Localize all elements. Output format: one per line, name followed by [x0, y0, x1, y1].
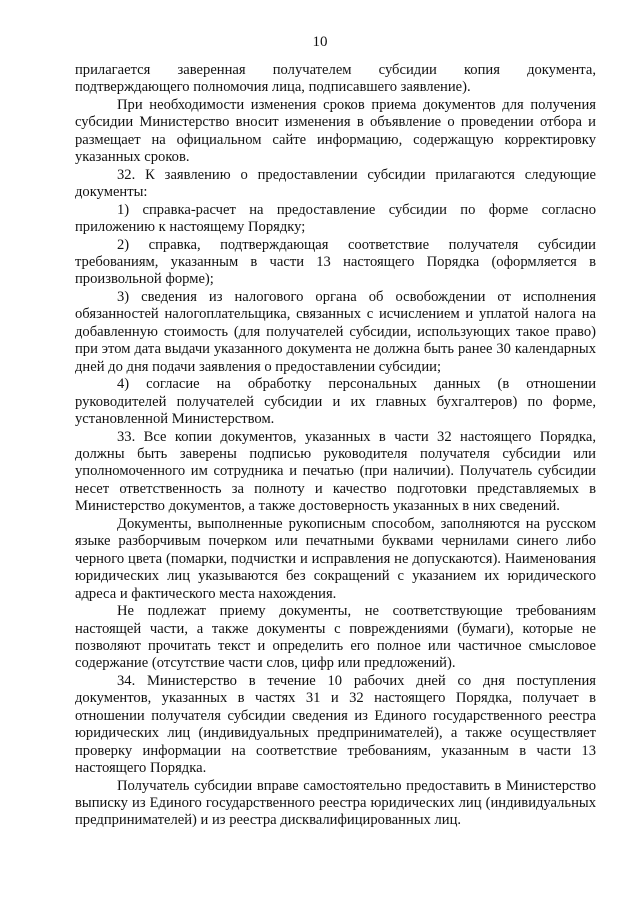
paragraph-clause-33: 33. Все копии документов, указанных в части 32 настоящего Порядка, должны быть заверены подписью руководителя получателя субсидии или уполномоченного им сотрудника и печатью (при наличии). Получатель субсидии несет ответственность за полноту и качество подготовки представляемых в Министерство документов, а также достоверность указанных в них сведений. — [75, 428, 596, 515]
page-number: 10 — [312, 34, 328, 50]
paragraph-deadline-changes: При необходимости изменения сроков приема документов для получения субсидии Министерство вносит изменения в объявление о проведении отбора и размещает на официальном сайте информацию, содержащую корректировку указанных сроков. — [75, 96, 596, 166]
paragraph-continuation: прилагается заверенная получателем субсидии копия документа, подтверждающего полномочия лица, подписавшего заявление). — [75, 62, 596, 96]
document-body — [75, 62, 596, 830]
paragraph-handwritten-docs: Документы, выполненные рукописным способом, заполняются на русском языке разборчивым почерком или печатными буквами чернилами синего либо черного цвета (помарки, подчистки и исправления не допускаются). Наименования юридических лиц указываются без сокращений с указанием их юридического адреса и фактического места нахождения. — [75, 515, 596, 602]
list-item-4: 4) согласие на обработку персональных данных (в отношении руководителей получателей субсидии и их главных бухгалтеров) по форме, установленной Министерством. — [75, 376, 596, 428]
paragraph-clause-32: 32. К заявлению о предоставлении субсидии прилагаются следующие документы: — [75, 166, 596, 201]
paragraph-extract-right: Получатель субсидии вправе самостоятельно предоставить в Министерство выписку из Единого государственного реестра юридических лиц (индивидуальных предпринимателей) и из реестра дисквалифицированных лиц. — [75, 777, 596, 829]
list-item-2: 2) справка, подтверждающая соответствие получателя субсидии требованиям, указанным в части 13 настоящего Порядка (оформляется в произвольной форме); — [75, 236, 596, 288]
list-item-1: 1) справка-расчет на предоставление субсидии по форме согласно приложению к настоящему Порядку; — [75, 201, 596, 236]
list-item-3: 3) сведения из налогового органа об освобождении от исполнения обязанностей налогоплательщика, связанных с исчислением и уплатой налога на добавленную стоимость (для получателей субсидии, использующих такое право) при этом дата выдачи указанного документа не должна быть ранее 30 календарных дней до дня подачи заявления о предоставлении субсидии; — [75, 288, 596, 375]
paragraph-rejected-docs: Не подлежат приему документы, не соответствующие требованиям настоящей части, а также документы с повреждениями (бумаги), которые не позволяют прочитать текст и определить его полное или частичное смысловое содержание (отсутствие части слов, цифр или предложений). — [75, 603, 596, 672]
paragraph-clause-34: 34. Министерство в течение 10 рабочих дней со дня поступления документов, указанных в частях 31 и 32 настоящего Порядка, получает в отношении получателя субсидии сведения из Единого государственного реестра юридических лиц (индивидуальных предпринимателей), а также осуществляет проверку информации на соответствие требованиям, указанным в части 13 настоящего Порядка. — [75, 672, 596, 777]
